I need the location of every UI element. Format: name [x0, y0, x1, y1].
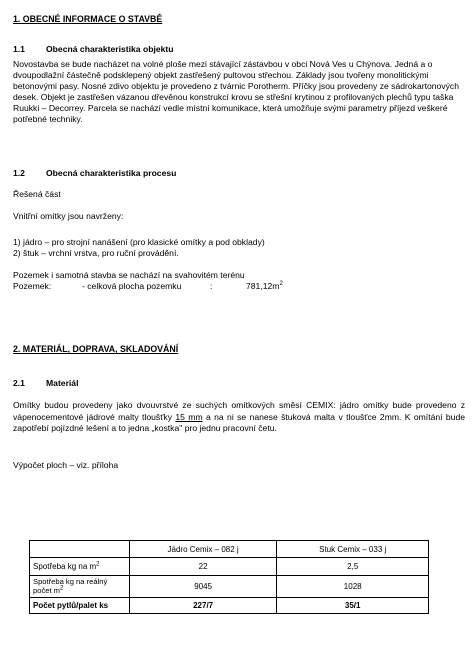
- omitky-intro-line: Vnitřní omítky jsou navrženy:: [13, 211, 124, 221]
- material-table: [29, 540, 429, 614]
- table-header-jadro: Jádro Cemix – 082 j: [129, 541, 277, 558]
- table-header-empty: [30, 541, 130, 558]
- section-1-1-number: 1.1: [13, 44, 25, 54]
- row-value-jadro: 9045: [129, 576, 277, 598]
- calc-reference: Výpočet ploch – viz. příloha: [13, 460, 119, 470]
- land-label: Pozemek:: [13, 281, 52, 291]
- row-label: Počet pytlů/palet ks: [30, 598, 130, 614]
- table-header-row: [30, 541, 429, 558]
- resena-cast-line: Řešená část: [13, 189, 61, 199]
- table-row: [30, 576, 429, 598]
- section-2-title: 2. MATERIÁL, DOPRAVA, SKLADOVÁNÍ: [13, 344, 179, 354]
- row-value-stuk: 2,5: [277, 558, 429, 576]
- list-item-stuk: 2) štuk – vrchní vrstva, pro ruční provádění.: [13, 248, 179, 258]
- table-header-stuk: Stuk Cemix – 033 j: [277, 541, 429, 558]
- row-value-jadro: 227/7: [129, 598, 277, 614]
- row-value-stuk: 1028: [277, 576, 429, 598]
- section-2-1-title: Materiál: [46, 378, 79, 388]
- row-value-stuk: 35/1: [277, 598, 429, 614]
- row-label: Spotřeba kg na $m^2$: [30, 558, 130, 576]
- land-area-value: $781,12m^2$: [246, 281, 283, 291]
- section-2-1-text: Omítky budou provedeny jako dvouvrstvé ze suchých omítkových směsí CEMIX: jádro omítky bude provedeno z vápenocementové jádrové malty tloušťky 15 mm a na ni se nanese štuková malta v tloušťce 2mm. K omítání bude zapotřebí pojízdné lešení a to jedna „kostka" pro jednu pracovní četu.: [13, 400, 466, 433]
- row-value-jadro: 22: [129, 558, 277, 576]
- table-row: [30, 598, 429, 614]
- section-1-2-number: 1.2: [13, 168, 25, 178]
- land-line: Pozemek i samotná stavba se nachází na svahovitém terénu: [13, 270, 245, 280]
- list-item-jadro: 1) jádro – pro strojní nanášení (pro klasické omítky a pod obklady): [13, 237, 265, 247]
- land-colon: :: [210, 281, 213, 291]
- section-1-1-title: Obecná charakteristika objektu: [46, 44, 174, 54]
- row-label: Spotřeba kg na reálný počet $m^2$: [30, 576, 130, 598]
- section-2-1-number: 2.1: [13, 378, 25, 388]
- section-1-1-text: Novostavba se bude nacházet na volné ploše mezi stávající zástavbou v obci Nová Ves u Chýnova. Jedná a o dvoupodlažní částečně podsklepený objekt zastřešený pultovou střechou. Základy jsou tvořeny monolitickými betonovými pasy. Nosné zdivo objektu je provedeno z tvárnic Porotherm. Příčky jsou provedeny ze sádrokartonových desek. Objekt je zastřešen vázanou dřevěnou konstrukcí krovu se střešní krytinou z profilovaných plechů typu taška Ruukki – Decorrey. Parcela se nachází vedle místní komunikace, která umožňuje svými parametry příjezd veškeré potřebné techniky.: [13, 59, 459, 124]
- land-description: - celková plocha pozemku: [82, 281, 182, 291]
- table-row: [30, 558, 429, 576]
- section-1-2-title: Obecná charakteristika procesu: [46, 168, 177, 178]
- section-1-title: 1. OBECNÉ INFORMACE O STAVBĚ: [13, 14, 163, 24]
